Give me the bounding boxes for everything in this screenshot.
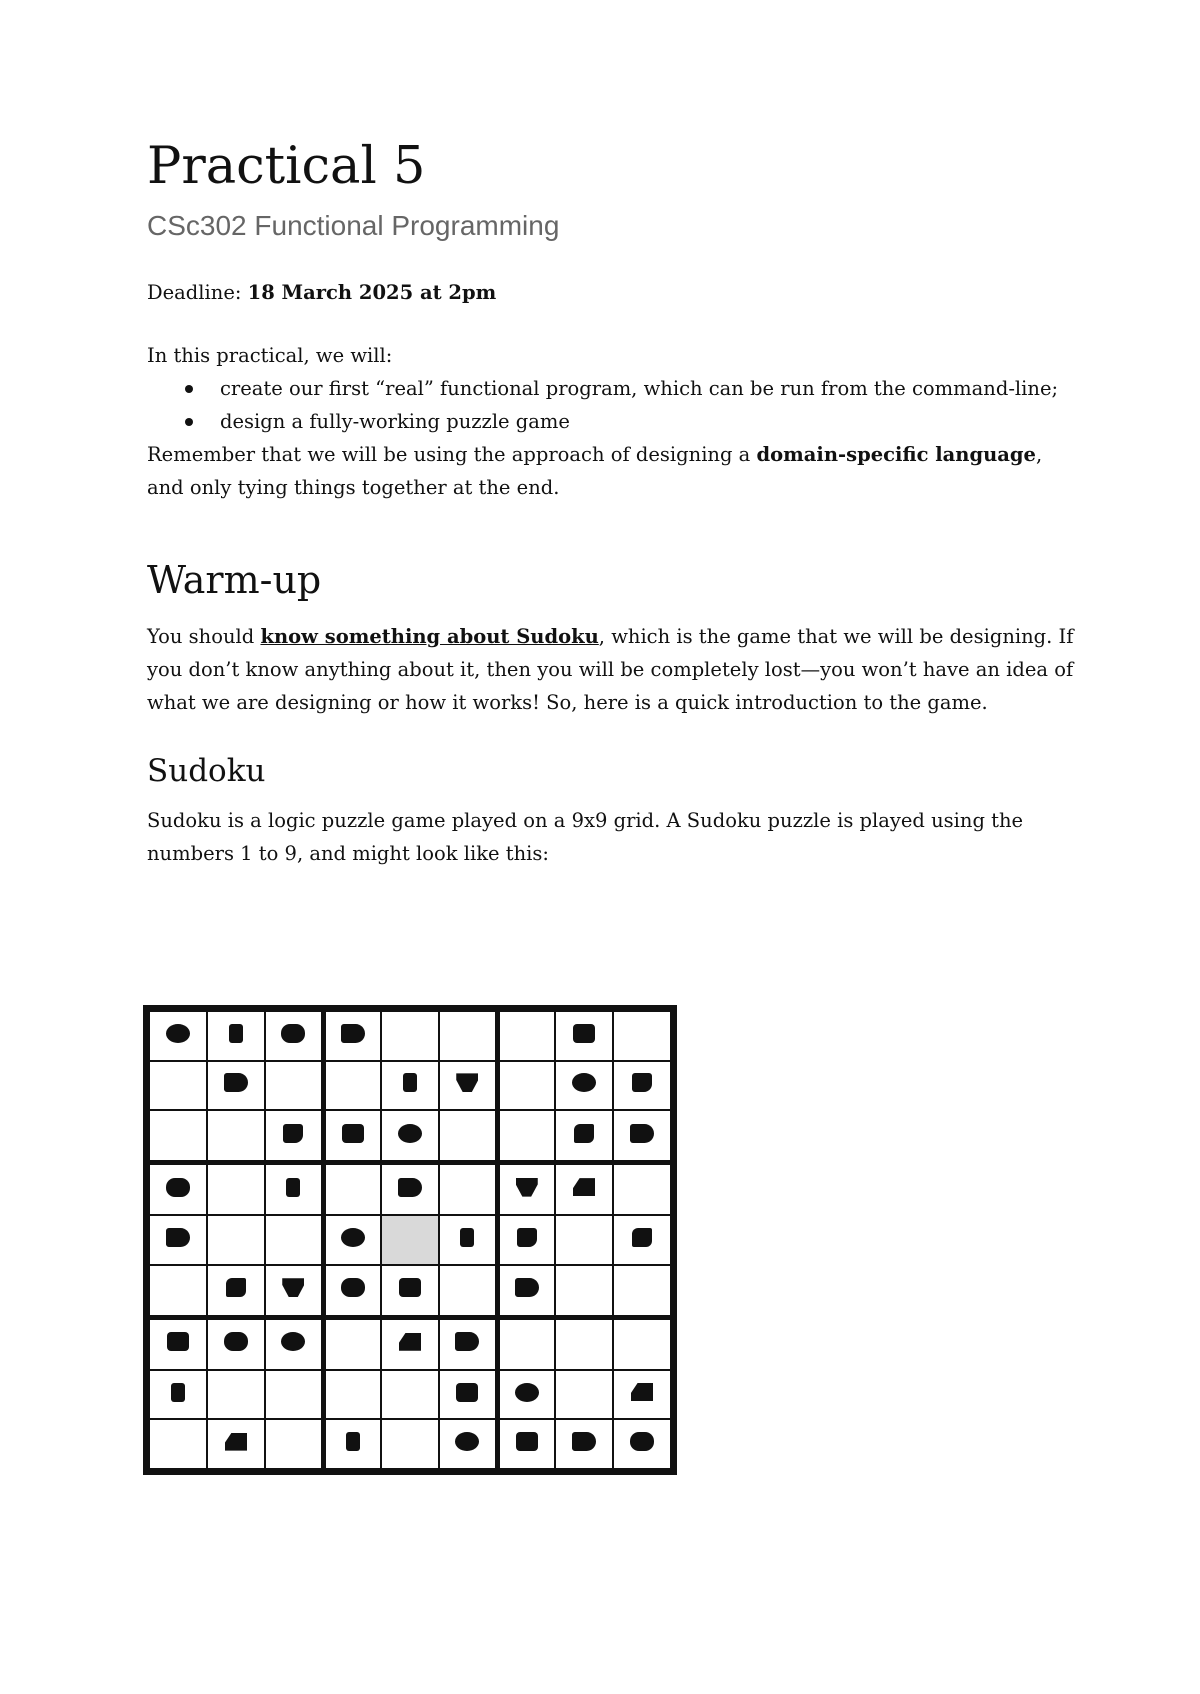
sudoku-digit-mark (456, 1073, 478, 1092)
sudoku-cell (265, 1215, 323, 1265)
sudoku-digit-mark (346, 1432, 360, 1451)
sudoku-digit-mark (572, 1432, 596, 1451)
sudoku-cell (555, 1419, 613, 1469)
sudoku-cell (613, 1061, 671, 1111)
sudoku-cell (439, 1265, 497, 1317)
sudoku-digit-mark (167, 1332, 189, 1351)
sudoku-digit-mark (517, 1228, 537, 1247)
sudoku-cell (265, 1265, 323, 1317)
sudoku-cell (323, 1317, 381, 1369)
sudoku-digit-mark (573, 1178, 595, 1196)
warmup-text-end: , which is the game that we will be designing. If you don’t know anything about it, then you will be completely lost—you won’t have an idea of what we are designing or how it works! So, here is a quick introduction to the game. (147, 624, 1074, 714)
sudoku-cell (497, 1317, 555, 1369)
sudoku-digit-mark (399, 1333, 421, 1351)
sudoku-link[interactable]: know something about Sudoku (260, 624, 599, 648)
sudoku-digit-mark (455, 1432, 479, 1451)
sudoku-digit-mark (341, 1228, 365, 1247)
sudoku-cell (613, 1370, 671, 1420)
sudoku-cell (265, 1110, 323, 1162)
sudoku-cell (439, 1419, 497, 1469)
sudoku-cell (497, 1163, 555, 1215)
sudoku-cell (555, 1215, 613, 1265)
sudoku-digit-mark (283, 1124, 303, 1143)
warmup-heading: Warm-up (147, 558, 322, 603)
sudoku-digit-mark (281, 1024, 305, 1043)
sudoku-cell (149, 1061, 207, 1111)
sudoku-row (149, 1061, 671, 1111)
deadline-label: Deadline: (147, 281, 248, 305)
sudoku-digit-mark (171, 1383, 185, 1402)
sudoku-digit-mark (342, 1124, 364, 1143)
sudoku-cell (555, 1061, 613, 1111)
sudoku-cell (613, 1110, 671, 1162)
sudoku-digit-mark (630, 1432, 654, 1451)
sudoku-digit-mark (282, 1278, 304, 1297)
sudoku-cell (149, 1011, 207, 1061)
sudoku-cell (613, 1163, 671, 1215)
sudoku-digit-mark (166, 1178, 190, 1197)
sudoku-cell (265, 1370, 323, 1420)
sudoku-cell (381, 1011, 439, 1061)
intro-lead: In this practical, we will: (147, 344, 393, 368)
page-subtitle: CSc302 Functional Programming (147, 209, 560, 241)
sudoku-cell (381, 1370, 439, 1420)
sudoku-digit-mark (226, 1278, 246, 1297)
sudoku-cell (149, 1419, 207, 1469)
sudoku-cell (439, 1370, 497, 1420)
sudoku-cell (323, 1215, 381, 1265)
sudoku-digit-mark (281, 1332, 305, 1351)
sudoku-cell (149, 1110, 207, 1162)
sudoku-cell (207, 1110, 265, 1162)
remember-paragraph (147, 438, 1077, 504)
remember-text-end: , and only tying things together at the end. (147, 443, 1043, 500)
sudoku-digit-mark (399, 1278, 421, 1297)
deadline-value: 18 March 2025 at 2pm (247, 281, 497, 305)
sudoku-heading: Sudoku (147, 752, 266, 789)
sudoku-cell (439, 1215, 497, 1265)
sudoku-row (149, 1265, 671, 1317)
sudoku-grid (143, 1005, 677, 1475)
sudoku-cell (497, 1110, 555, 1162)
sudoku-cell (265, 1419, 323, 1469)
sudoku-digit-mark (341, 1024, 365, 1043)
sudoku-digit-mark (225, 1433, 247, 1451)
sudoku-cell (323, 1265, 381, 1317)
sudoku-cell (439, 1317, 497, 1369)
sudoku-cell (497, 1215, 555, 1265)
sudoku-cell (207, 1317, 265, 1369)
sudoku-cell (439, 1061, 497, 1111)
sudoku-cell (207, 1163, 265, 1215)
intro-bullet: create our first “real” functional program, which can be run from the command-line; (147, 372, 1077, 405)
sudoku-cell (381, 1419, 439, 1469)
sudoku-cell (497, 1419, 555, 1469)
sudoku-digit-mark (630, 1124, 654, 1143)
sudoku-cell (207, 1265, 265, 1317)
sudoku-cell (207, 1215, 265, 1265)
sudoku-cell (207, 1011, 265, 1061)
remember-bold-term: domain-specific language (756, 443, 1036, 467)
remember-text: Remember that we will be using the approach of designing a (147, 443, 757, 467)
sudoku-digit-mark (224, 1073, 248, 1092)
warmup-paragraph (147, 620, 1077, 719)
sudoku-cell (613, 1317, 671, 1369)
sudoku-cell (381, 1061, 439, 1111)
sudoku-digit-mark (632, 1228, 652, 1247)
sudoku-digit-mark (516, 1178, 538, 1197)
sudoku-cell (555, 1110, 613, 1162)
sudoku-cell (265, 1317, 323, 1369)
sudoku-cell (323, 1163, 381, 1215)
sudoku-digit-mark (574, 1124, 594, 1143)
sudoku-digit-mark (229, 1024, 243, 1043)
sudoku-cell (381, 1163, 439, 1215)
sudoku-digit-mark (515, 1383, 539, 1402)
sudoku-cell (555, 1011, 613, 1061)
sudoku-row (149, 1163, 671, 1215)
sudoku-cell (207, 1370, 265, 1420)
sudoku-cell (439, 1011, 497, 1061)
sudoku-digit-mark (516, 1432, 538, 1451)
sudoku-digit-mark (286, 1178, 300, 1197)
sudoku-digit-mark (455, 1332, 479, 1351)
sudoku-cell (149, 1215, 207, 1265)
sudoku-cell (323, 1110, 381, 1162)
sudoku-cell (613, 1265, 671, 1317)
sudoku-digit-mark (572, 1073, 596, 1092)
sudoku-cell (323, 1011, 381, 1061)
sudoku-digit-mark (573, 1024, 595, 1043)
sudoku-cell (497, 1011, 555, 1061)
sudoku-table (148, 1010, 672, 1470)
sudoku-cell (497, 1265, 555, 1317)
sudoku-digit-mark (341, 1278, 365, 1297)
sudoku-digit-mark (632, 1073, 652, 1092)
sudoku-cell (265, 1163, 323, 1215)
sudoku-cell (381, 1215, 439, 1265)
intro-bullet: design a fully-working puzzle game (147, 405, 1077, 438)
sudoku-cell (613, 1011, 671, 1061)
document-content (147, 138, 1077, 870)
sudoku-row (149, 1215, 671, 1265)
sudoku-cell (613, 1419, 671, 1469)
sudoku-cell (323, 1061, 381, 1111)
sudoku-cell (207, 1061, 265, 1111)
sudoku-digit-mark (631, 1383, 653, 1401)
sudoku-cell (555, 1265, 613, 1317)
sudoku-cell (381, 1110, 439, 1162)
sudoku-digit-mark (460, 1228, 474, 1247)
sudoku-cell (323, 1419, 381, 1469)
warmup-text: You should (147, 624, 261, 648)
page-title: Practical 5 (147, 137, 426, 196)
sudoku-cell (555, 1163, 613, 1215)
sudoku-cell (149, 1265, 207, 1317)
sudoku-digit-mark (224, 1332, 248, 1351)
sudoku-cell (497, 1370, 555, 1420)
sudoku-cell (149, 1370, 207, 1420)
deadline-line (147, 276, 1077, 309)
sudoku-digit-mark (403, 1073, 417, 1092)
sudoku-cell (207, 1419, 265, 1469)
sudoku-cell (149, 1163, 207, 1215)
sudoku-cell (439, 1163, 497, 1215)
sudoku-digit-mark (398, 1178, 422, 1197)
sudoku-digit-mark (166, 1024, 190, 1043)
sudoku-cell (323, 1370, 381, 1420)
sudoku-cell (555, 1317, 613, 1369)
sudoku-cell (149, 1317, 207, 1369)
sudoku-digit-mark (456, 1383, 478, 1402)
sudoku-row (149, 1419, 671, 1469)
sudoku-digit-mark (398, 1124, 422, 1143)
sudoku-cell (381, 1265, 439, 1317)
sudoku-row (149, 1011, 671, 1061)
sudoku-cell (439, 1110, 497, 1162)
sudoku-cell (265, 1011, 323, 1061)
sudoku-cell (497, 1061, 555, 1111)
sudoku-digit-mark (166, 1228, 190, 1247)
sudoku-row (149, 1110, 671, 1162)
sudoku-row (149, 1370, 671, 1420)
sudoku-cell (381, 1317, 439, 1369)
sudoku-paragraph: Sudoku is a logic puzzle game played on a 9x9 grid. A Sudoku puzzle is played using the numbers 1 to 9, and might look like this: (147, 809, 1024, 866)
intro-bullet-list (147, 372, 1077, 438)
sudoku-row (149, 1317, 671, 1369)
sudoku-cell (555, 1370, 613, 1420)
sudoku-digit-mark (515, 1278, 539, 1297)
sudoku-cell (613, 1215, 671, 1265)
sudoku-cell (265, 1061, 323, 1111)
